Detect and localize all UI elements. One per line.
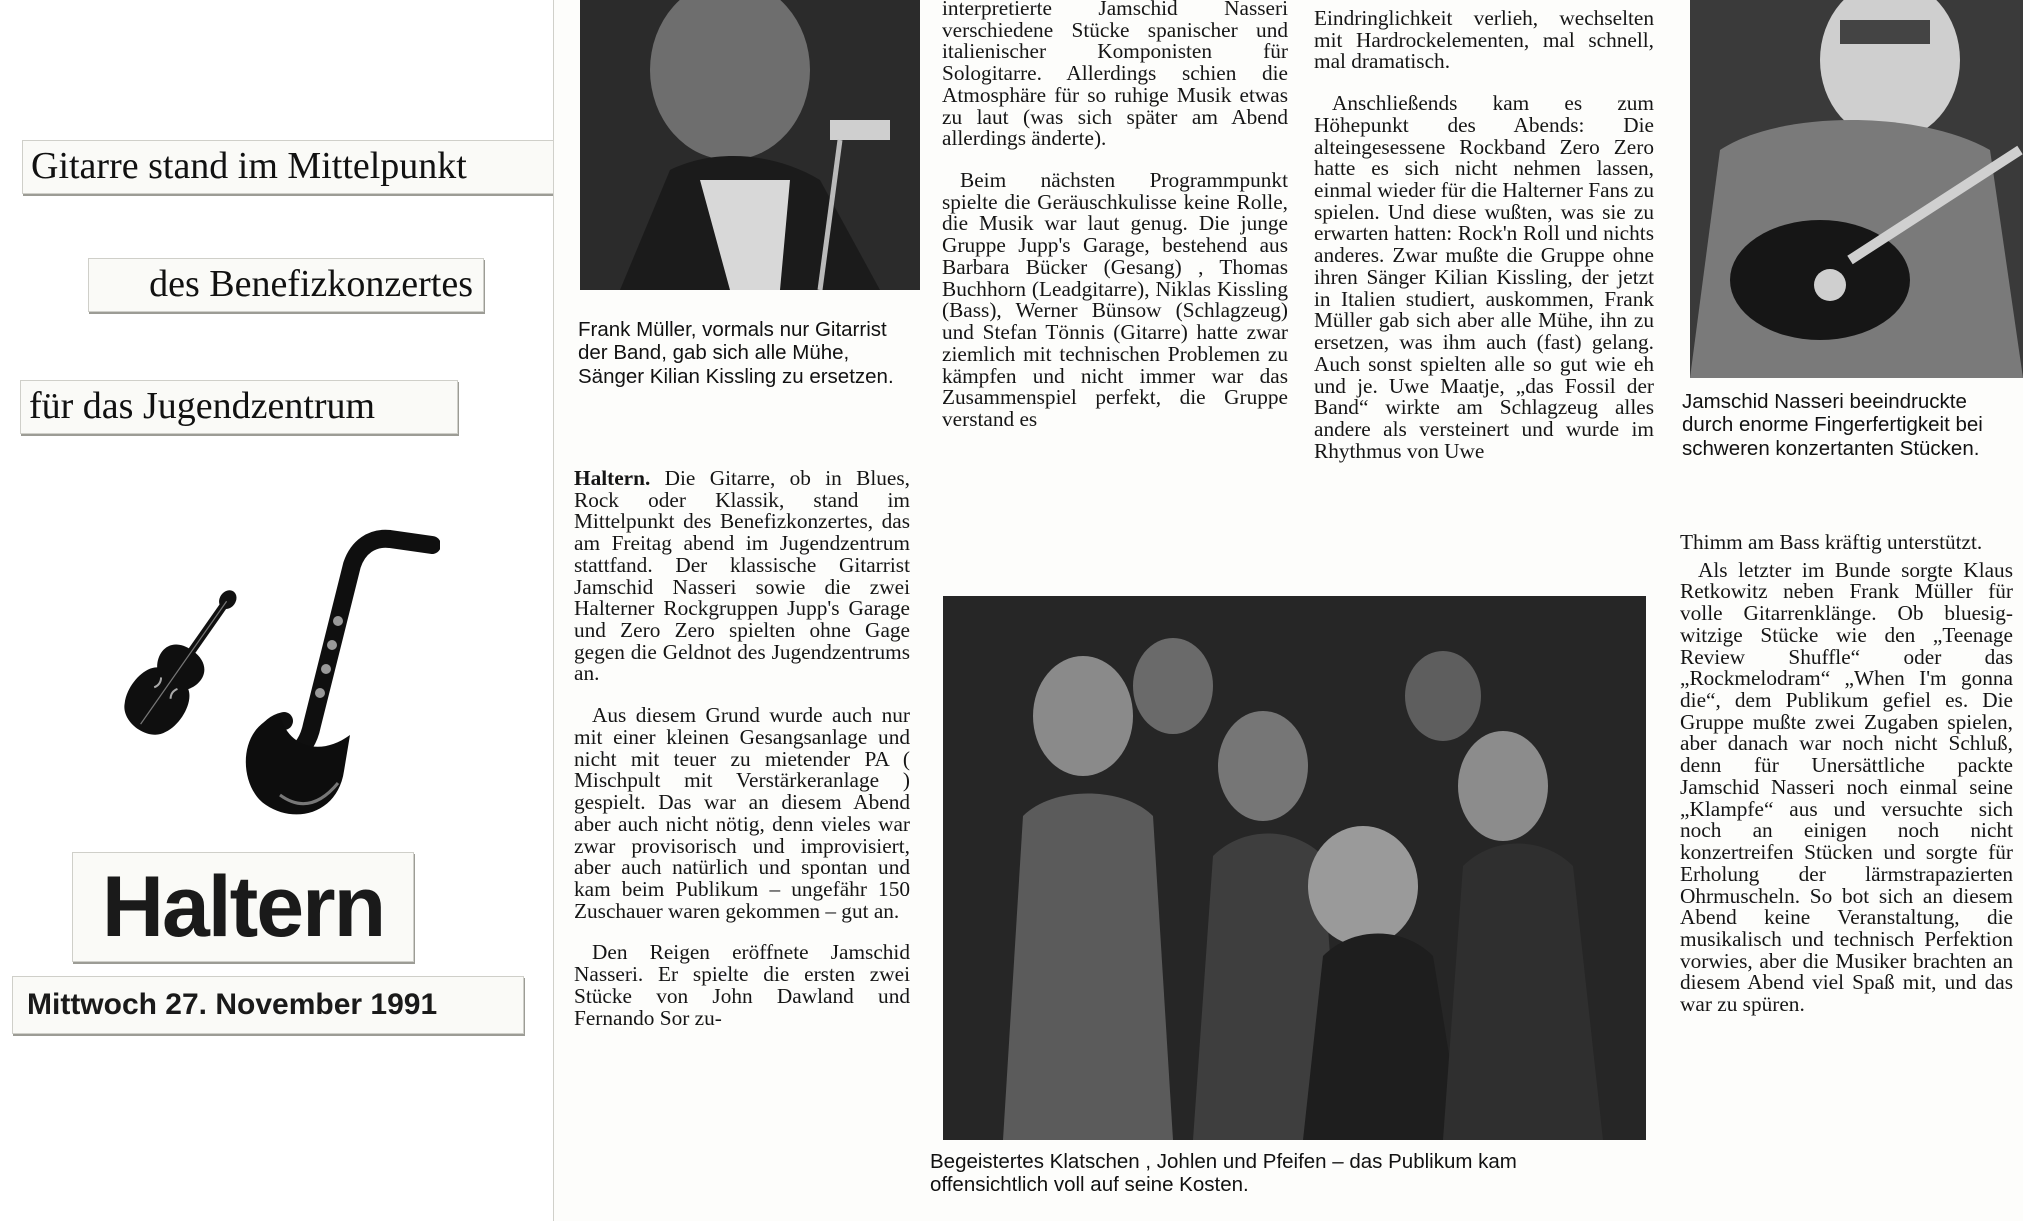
headline-line-2: des Benefizkonzertes — [88, 258, 484, 312]
col1-paragraph-3: Den Reigen eröffnete Jamschid Nasseri. Er spielte die ersten zwei Stücke von John Dawland und Fernando Sor zu- — [574, 940, 910, 1030]
col3-paragraph-1: Eindringlichkeit verlieh, wechselten mit Hardrockelementen, mal schnell, mal dramatisch. — [1314, 6, 1654, 74]
headline-line-1: Gitarre stand im Mittelpunkt — [22, 140, 565, 194]
saxophone-icon — [240, 525, 440, 835]
frank-mueller-photo — [580, 0, 920, 290]
col2-paragraph-2: Beim nächsten Programmpunkt spielte die Geräuschkulisse keine Rolle, die Musik war laut genug. Die junge Gruppe Jupp's Garage, bestehend aus Barbara Bücker (Gesang) , Thomas Buchhorn (Leadgitarre), Niklas Kissling (Bass), Werner Bünsow (Schlagzeug) und Stefan Tönnis (Gitarre) hatte zwar ziemlich mit technischen Problemen zu kämpfen und nicht immer war das Zusammenspiel perfekt, die Gruppe verstand es — [942, 168, 1288, 431]
article-column-1 — [574, 468, 910, 1049]
dateline: Haltern. — [574, 466, 651, 490]
jamschid-nasseri-caption: Jamschid Nasseri beeindruckte durch enorme Fingerfertigkeit bei schweren konzertanten Stücken. — [1682, 390, 1983, 460]
violin-icon — [110, 575, 240, 775]
article-column-2 — [942, 0, 1288, 451]
masthead-town: Haltern — [72, 852, 414, 962]
frank-mueller-caption: Frank Müller, vormals nur Gitarrist der Band, gab sich alle Mühe, Sänger Kilian Kissling zu ersetzen. — [578, 318, 894, 388]
audience-caption: Begeistertes Klatschen , Johlen und Pfeifen – das Publikum kam offensichtlich voll auf seine Kosten. — [930, 1150, 1517, 1197]
col3-paragraph-2: Anschließends kam es zum Höhepunkt des Abends: Die alteingesessene Rockband Zero Zero hatte es sich nicht nehmen lassen, einmal wieder für die Halterner Fans zu spielen. Und diese wußten, was sie zu erwarten hatten: Rock'n Roll und nichts anderes. Zwar mußte die Gruppe ohne ihren Sänger Kilian Kissling, der jetzt in Italien studiert, auskommen, Frank Müller gab sich aber alle Mühe, ihn zu ersetzen, was ihm auch (fast) gelang. Auch sonst spielten alle so gut wie eh und je. Uwe Maatje, „das Fossil der Band“ wirkte am Schlagzeug alles andere als versteinert und wurde im Rhythmus von Uwe — [1314, 91, 1654, 463]
article-column-4 — [1680, 532, 2013, 1036]
audience-photo — [943, 596, 1646, 1140]
col4-paragraph-1: Thimm am Bass kräftig unterstützt. — [1680, 530, 1983, 554]
col1-paragraph-2: Aus diesem Grund wurde auch nur mit einer kleinen Gesangsanlage und nicht mit teuer zu mietender PA ( Mischpult mit Verstärkeranlage ) gespielt. Das war an diesem Abend aber auch nicht nötig, denn vieles war zwar provisorisch und improvisiert, aber auch natürlich und spontan und kam beim Publikum – ungefähr 150 Zuschauer waren gekommen – gut an. — [574, 703, 910, 923]
masthead-date: Mittwoch 27. November 1991 — [12, 976, 524, 1034]
jamschid-nasseri-photo — [1690, 0, 2023, 378]
article-column-3 — [1314, 8, 1654, 482]
col2-paragraph-1: interpretierte Jamschid Nasseri verschiedene Stücke spanischer und italienischer Komponisten für Sologitarre. Allerdings schien die Atmosphäre für so ruhige Musik etwas zu laut (was sich später am Abend allerdings änderte). — [942, 0, 1288, 151]
headline-line-3: für das Jugendzentrum — [20, 380, 458, 434]
col4-paragraph-2: Als letzter im Bunde sorgte Klaus Retkowitz neben Frank Müller für volle Gitarrenklänge. Ob bluesig-witzige Stücke wie den „Teenage Review Shuffle“ oder das „Rockmelodram“ „When I'm gonna die“, dem Publikum gefiel es. Die Gruppe mußte zwei Zugaben spielen, aber danach war noch nicht Schluß, denn für Unersättliche packte Jamschid Nasseri noch einmal seine „Klampfe“ aus und versuchte sich noch an einigen noch nicht konzertreifen Stücken und sorgte für Erholung der lärmstrapazierten Ohrmuscheln. So bot sich an diesem Abend keine Veranstaltung, die musikalisch und technisch Perfektion vorwies, aber die Musiker brachten an diesem Abend viel Spaß mit, und das war zu spüren. — [1680, 557, 2013, 1017]
col1-paragraph-1: Die Gitarre, ob in Blues, Rock oder Klassik, stand im Mittelpunkt des Benefizkonzertes, das am Freitag abend im Jugendzentrum stattfand. Der klassische Gitarrist Jamschid Nasseri sowie die zwei Halterner Rockgruppen Jupp's Garage und Zero Zero spielten ohne Gage gegen die Geldnot des Jugendzentrums an. — [574, 466, 910, 686]
